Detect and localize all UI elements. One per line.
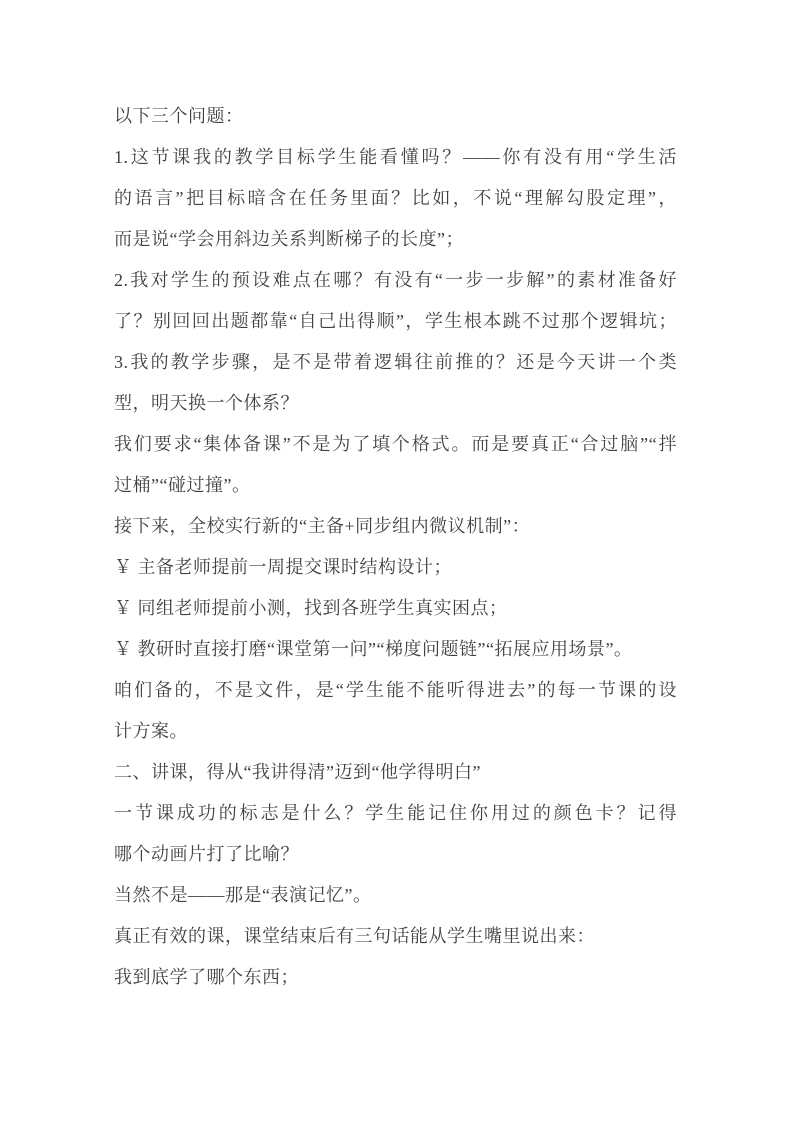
text-line-bullet: ￥ 教研时直接打磨“课堂第一问”“梯度问题链”“拓展应用场景”。	[114, 639, 633, 659]
text-line: 的语言”把目标暗含在任务里面？比如，不说“理解勾股定理”，	[114, 188, 677, 208]
text-line: 1.这节课我的教学目标学生能看懂吗？——你有没有用“学生活	[114, 147, 677, 167]
text-line: 以下三个问题：	[114, 106, 244, 126]
text-line: 当然不是——那是“表演记忆”。	[114, 885, 372, 905]
document-text	[114, 96, 677, 998]
text-line: 我到底学了哪个东西；	[114, 967, 299, 987]
text-line: 接下来，全校实行新的“主备+同步组内微议机制”：	[114, 516, 531, 536]
text-line-bullet: ￥ 同组老师提前小测，找到各班学生真实困点；	[114, 598, 508, 618]
text-line: 咱们备的，不是文件，是“学生能不能听得进去”的每一节课的设	[114, 680, 677, 700]
text-line: 计方案。	[114, 721, 188, 741]
section-heading: 二、讲课，得从“我讲得清”迈到“他学得明白”	[114, 762, 481, 782]
text-line: 3.我的教学步骤，是不是带着逻辑往前推的？还是今天讲一个类	[114, 352, 677, 372]
text-line: 2.我对学生的预设难点在哪？有没有“一步一步解”的素材准备好	[114, 270, 677, 290]
text-line: 我们要求“集体备课”不是为了填个格式。而是要真正“合过脑”“拌	[114, 434, 677, 454]
text-line-bullet: ￥ 主备老师提前一周提交课时结构设计；	[114, 557, 452, 577]
text-line: 一节课成功的标志是什么？学生能记住你用过的颜色卡？记得	[114, 803, 677, 823]
text-line: 过桶”“碰过撞”。	[114, 475, 251, 495]
text-line: 真正有效的课，课堂结束后有三句话能从学生嘴里说出来：	[114, 926, 595, 946]
text-line: 了？别回回出题都靠“自己出得顺”，学生根本跳不过那个逻辑坑；	[114, 311, 677, 331]
text-line: 而是说“学会用斜边关系判断梯子的长度”；	[114, 229, 464, 249]
text-line: 型，明天换一个体系？	[114, 393, 299, 413]
text-line: 哪个动画片打了比喻？	[114, 844, 299, 864]
